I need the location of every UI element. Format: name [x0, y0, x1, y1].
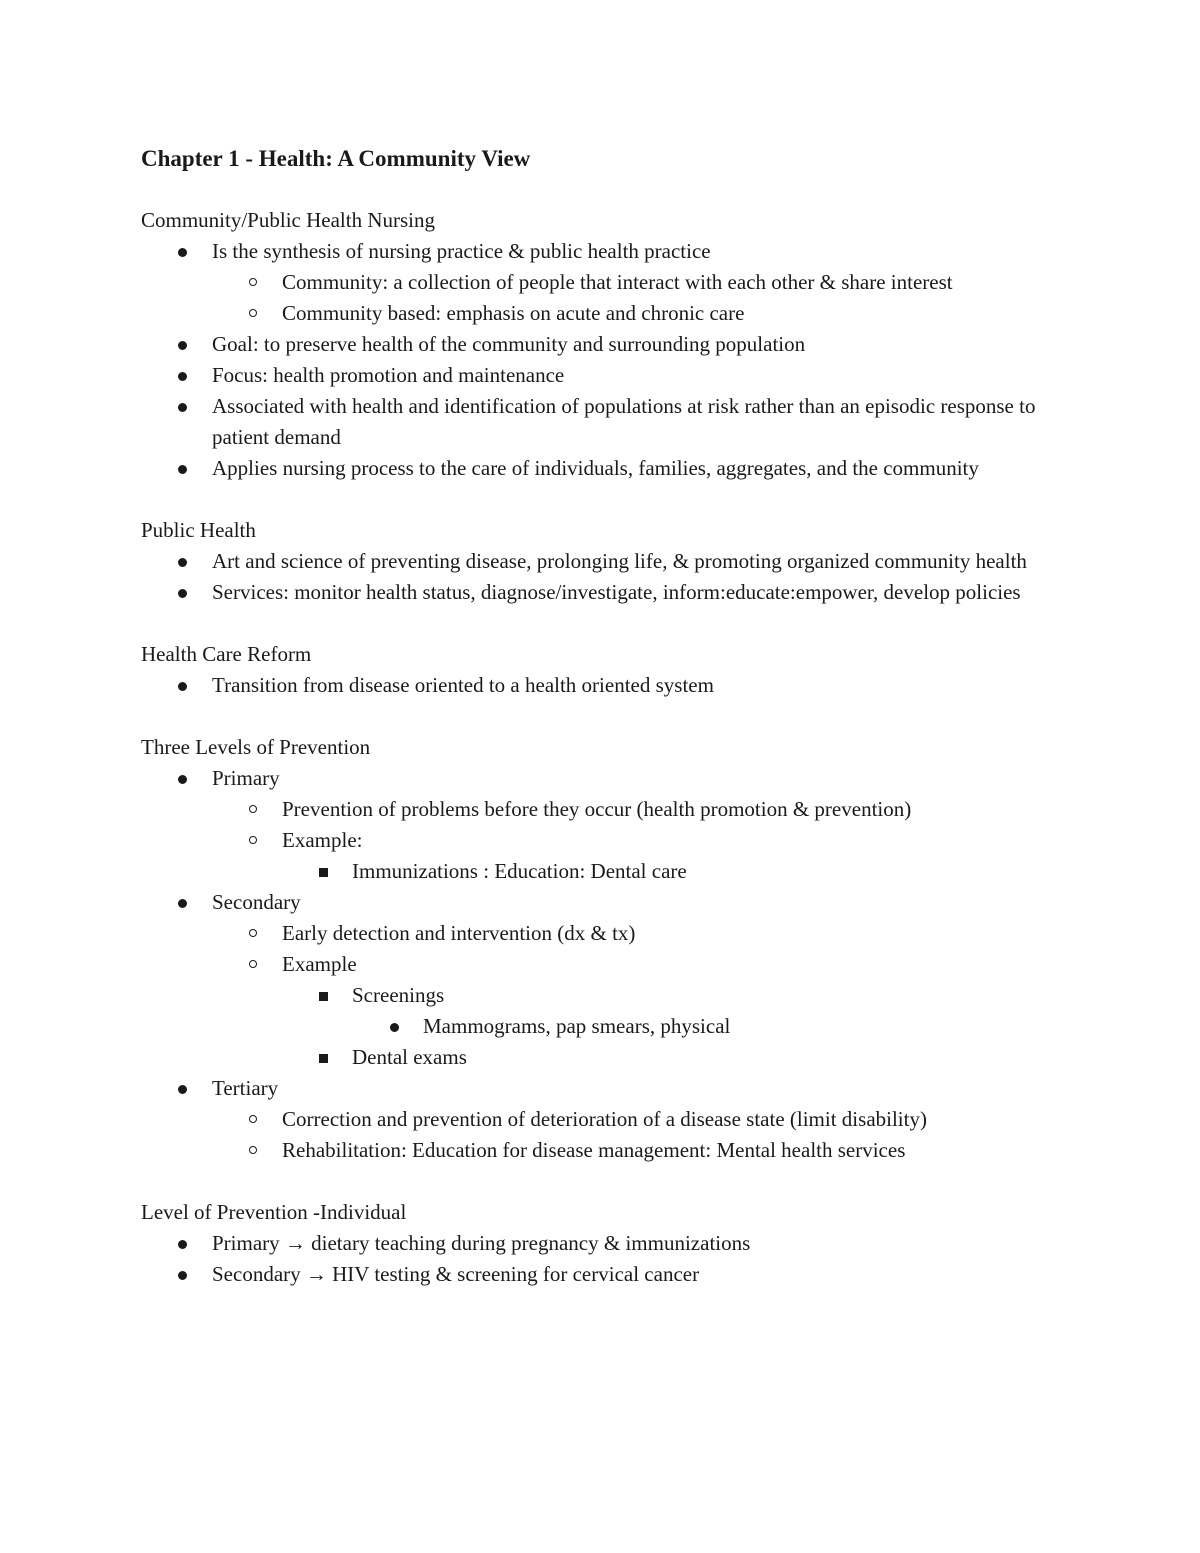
list-item-text: Art and science of preventing disease, prolonging life, & promoting organized community health — [212, 549, 1027, 573]
list-item — [141, 360, 1061, 391]
notes-body — [141, 205, 1061, 1290]
list-item — [141, 1228, 1061, 1259]
bullet-disc-icon — [178, 1271, 187, 1280]
list-item-text: Primary → dietary teaching during pregnancy & immunizations — [212, 1231, 751, 1255]
list-item-text: Rehabilitation: Education for disease management: Mental health services — [282, 1138, 906, 1162]
list-item — [141, 546, 1061, 577]
list-item-text: Is the synthesis of nursing practice & public health practice — [212, 239, 711, 263]
section-heading: Community/Public Health Nursing — [141, 208, 435, 232]
bullet-list — [141, 236, 1061, 484]
bullet-disc-icon — [178, 899, 187, 908]
list-item — [141, 825, 1061, 856]
list-item — [141, 329, 1061, 360]
list-item-text: Dental exams — [352, 1045, 467, 1069]
bullet-disc-icon — [178, 403, 187, 412]
list-item-text: Early detection and intervention (dx & tx) — [282, 921, 636, 945]
list-item — [141, 453, 1061, 484]
bullet-square-icon — [319, 1054, 328, 1063]
list-item — [141, 577, 1061, 608]
bullet-disc-icon — [178, 682, 187, 691]
list-item-text: Secondary → HIV testing & screening for cervical cancer — [212, 1262, 700, 1286]
bullet-circle-icon — [249, 805, 257, 813]
list-item — [141, 1073, 1061, 1104]
list-item-text: Secondary — [212, 890, 301, 914]
list-item-text: Transition from disease oriented to a health oriented system — [212, 673, 714, 697]
list-item — [141, 887, 1061, 918]
bullet-square-icon — [319, 992, 328, 1001]
list-item-text: Goal: to preserve health of the community and surrounding population — [212, 332, 806, 356]
section — [141, 1197, 1061, 1290]
bullet-circle-icon — [249, 278, 257, 286]
list-item-text: Example — [282, 952, 357, 976]
list-item — [141, 391, 1061, 453]
list-item — [141, 949, 1061, 980]
document-page — [141, 143, 1061, 1290]
section — [141, 515, 1061, 608]
list-item-text: Applies nursing process to the care of individuals, families, aggregates, and the community — [212, 456, 979, 480]
section-heading: Health Care Reform — [141, 642, 312, 666]
list-item — [141, 1259, 1061, 1290]
list-item — [141, 1104, 1061, 1135]
list-item-text: Immunizations : Education: Dental care — [352, 859, 687, 883]
section — [141, 639, 1061, 701]
bullet-list — [141, 546, 1061, 608]
list-item — [141, 794, 1061, 825]
list-item — [141, 856, 1061, 887]
bullet-list — [141, 763, 1061, 1166]
bullet-circle-icon — [249, 1146, 257, 1154]
list-item — [141, 670, 1061, 701]
list-item — [141, 980, 1061, 1011]
list-item-text: Screenings — [352, 983, 445, 1007]
bullet-disc-icon — [178, 775, 187, 784]
section-heading: Public Health — [141, 518, 256, 542]
bullet-disc-icon — [178, 589, 187, 598]
list-item — [141, 1135, 1061, 1166]
bullet-disc-icon — [178, 372, 187, 381]
bullet-disc-icon — [178, 1085, 187, 1094]
page-title: Chapter 1 - Health: A Community View — [141, 146, 531, 171]
list-item — [141, 236, 1061, 267]
bullet-disc-icon — [390, 1023, 399, 1032]
list-item-text: Mammograms, pap smears, physical — [423, 1014, 731, 1038]
list-item-text: Associated with health and identification of populations at risk rather than an episodic response to patient demand — [212, 394, 1036, 449]
list-item — [141, 1011, 1061, 1042]
section — [141, 205, 1061, 484]
list-item-text: Community based: emphasis on acute and chronic care — [282, 301, 745, 325]
section-heading: Three Levels of Prevention — [141, 735, 371, 759]
list-item-text: Focus: health promotion and maintenance — [212, 363, 565, 387]
list-item — [141, 298, 1061, 329]
list-item-text: Community: a collection of people that interact with each other & share interest — [282, 270, 953, 294]
bullet-disc-icon — [178, 558, 187, 567]
bullet-circle-icon — [249, 309, 257, 317]
bullet-disc-icon — [178, 1240, 187, 1249]
list-item-text: Correction and prevention of deterioration of a disease state (limit disability) — [282, 1107, 927, 1131]
list-item-text: Services: monitor health status, diagnose/investigate, inform:educate:empower, develop policies — [212, 580, 1021, 604]
list-item — [141, 763, 1061, 794]
bullet-disc-icon — [178, 341, 187, 350]
bullet-list — [141, 670, 1061, 701]
list-item-text: Tertiary — [212, 1076, 279, 1100]
bullet-disc-icon — [178, 248, 187, 257]
list-item — [141, 1042, 1061, 1073]
bullet-circle-icon — [249, 1115, 257, 1123]
bullet-circle-icon — [249, 836, 257, 844]
bullet-square-icon — [319, 868, 328, 877]
list-item — [141, 267, 1061, 298]
list-item — [141, 918, 1061, 949]
section-heading: Level of Prevention -Individual — [141, 1200, 407, 1224]
bullet-disc-icon — [178, 465, 187, 474]
bullet-list — [141, 1228, 1061, 1290]
bullet-circle-icon — [249, 960, 257, 968]
list-item-text: Primary — [212, 766, 280, 790]
list-item-text: Prevention of problems before they occur (health promotion & prevention) — [282, 797, 912, 821]
section — [141, 732, 1061, 1166]
bullet-circle-icon — [249, 929, 257, 937]
list-item-text: Example: — [282, 828, 363, 852]
